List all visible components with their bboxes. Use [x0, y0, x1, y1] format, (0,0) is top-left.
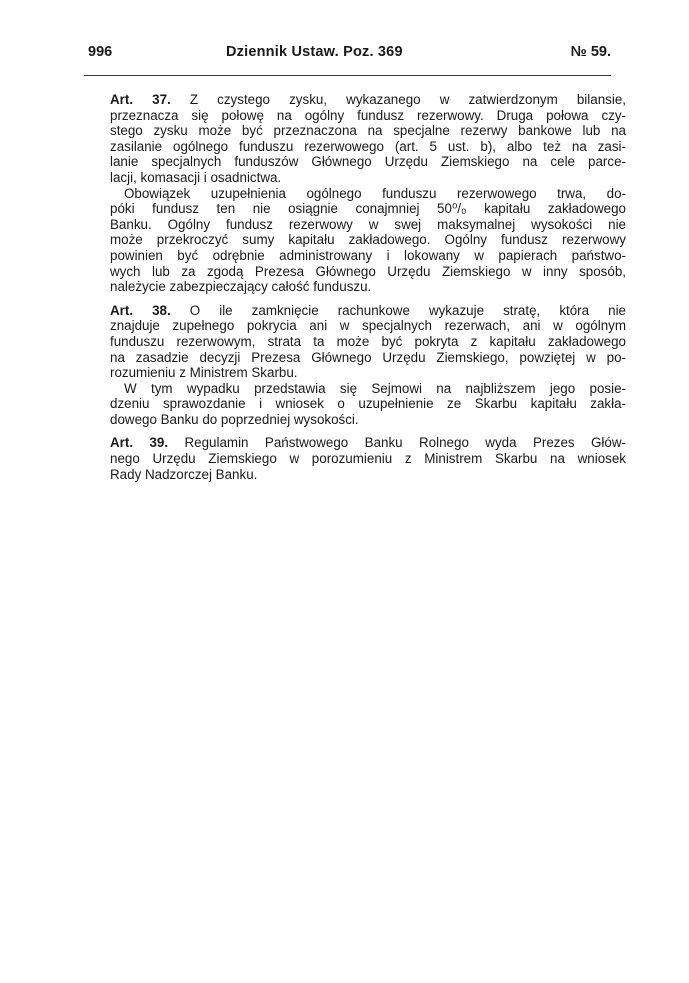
text-line — [110, 303, 626, 319]
text-line: funduszu rezerwowym, strata ta może być pokryta z kapitału zakładowego — [110, 333, 626, 349]
text-line: lacji, komasacji i osadnictwa. — [110, 169, 282, 185]
text-line: lanie specjalnych funduszów Głównego Urzędu Ziemskiego na cele parce- — [110, 154, 626, 170]
text-line: W tym wypadku przedstawia się Sejmowi na najbliższem jego posie- — [124, 380, 626, 396]
text-line: Rady Nadzorczej Banku. — [110, 466, 258, 482]
text-line: stego zysku może być przeznaczona na specjalne rezerwy bankowe lub na — [110, 123, 626, 139]
text-line: dzeniu sprawozdanie i wniosek o uzupełnienie ze Skarbu kapitału zakła- — [110, 396, 626, 412]
text-line: póki fundusz ten nie osiągnie conajmniej 50⁰/₀ kapitału zakładowego — [110, 201, 626, 217]
page-header — [84, 44, 611, 64]
text-line-segment: O ile zamknięcie rachunkowe wykazuje stratę, która nie — [170, 302, 626, 318]
text-line: powinien być odrębnie administrowany i lokowany w papierach państwo- — [110, 247, 626, 263]
text-line: nego Urzędu Ziemskiego w porozumieniu z Ministrem Skarbu na wniosek — [110, 451, 626, 467]
text-line: znajduje zupełnego pokrycia ani w specjalnych rezerwach, ani w ogólnym — [110, 318, 626, 334]
text-line: przeznacza się połowę na ogólny fundusz rezerwowy. Druga połowa czy- — [110, 107, 626, 123]
text-line: dowego Banku do poprzedniej wysokości. — [110, 411, 359, 427]
article-label: Art. 38. — [110, 302, 171, 318]
text-line: rozumieniu z Ministrem Skarbu. — [110, 365, 298, 381]
text-line: wych lub za zgodą Prezesa Głównego Urzędu Ziemskiego w inny sposób, — [110, 263, 626, 279]
text-line: należycie zabezpieczający całość funduszu. — [110, 279, 372, 295]
article-38 — [110, 303, 626, 428]
article-37 — [110, 92, 626, 295]
journal-title: Dziennik Ustaw. Poz. 369 — [226, 44, 403, 60]
text-line: zasilanie ogólnego funduszu rezerwowego (art. 5 ust. b), albo też na zasi- — [110, 138, 626, 154]
article-39 — [110, 435, 626, 482]
article-label: Art. 37. — [110, 92, 171, 107]
text-line: na zasadzie decyzji Prezesa Głównego Urzędu Ziemskiego, powziętej w po- — [110, 349, 626, 365]
text-line: Banku. Ogólny fundusz rezerwowy w swej maksymalnej wysokości nie — [110, 216, 626, 232]
text-line: może przekroczyć sumy kapitału zakładowego. Ogólny fundusz rezerwowy — [110, 232, 626, 248]
issue-number: № 59. — [570, 44, 611, 60]
text-line — [110, 435, 626, 451]
page-number: 996 — [88, 44, 113, 60]
text-line — [110, 92, 626, 108]
text-line: Obowiązek uzupełnienia ogólnego funduszu rezerwowego trwa, do- — [124, 185, 626, 201]
article-label: Art. 39. — [110, 435, 169, 451]
text-line-segment: Z czystego zysku, wykazanego w zatwierdzonym bilansie, — [170, 92, 626, 107]
text-line-segment: Regulamin Państwowego Banku Rolnego wyda Prezes Głów- — [168, 435, 626, 451]
header-rule — [84, 75, 611, 76]
document-body — [110, 92, 626, 490]
